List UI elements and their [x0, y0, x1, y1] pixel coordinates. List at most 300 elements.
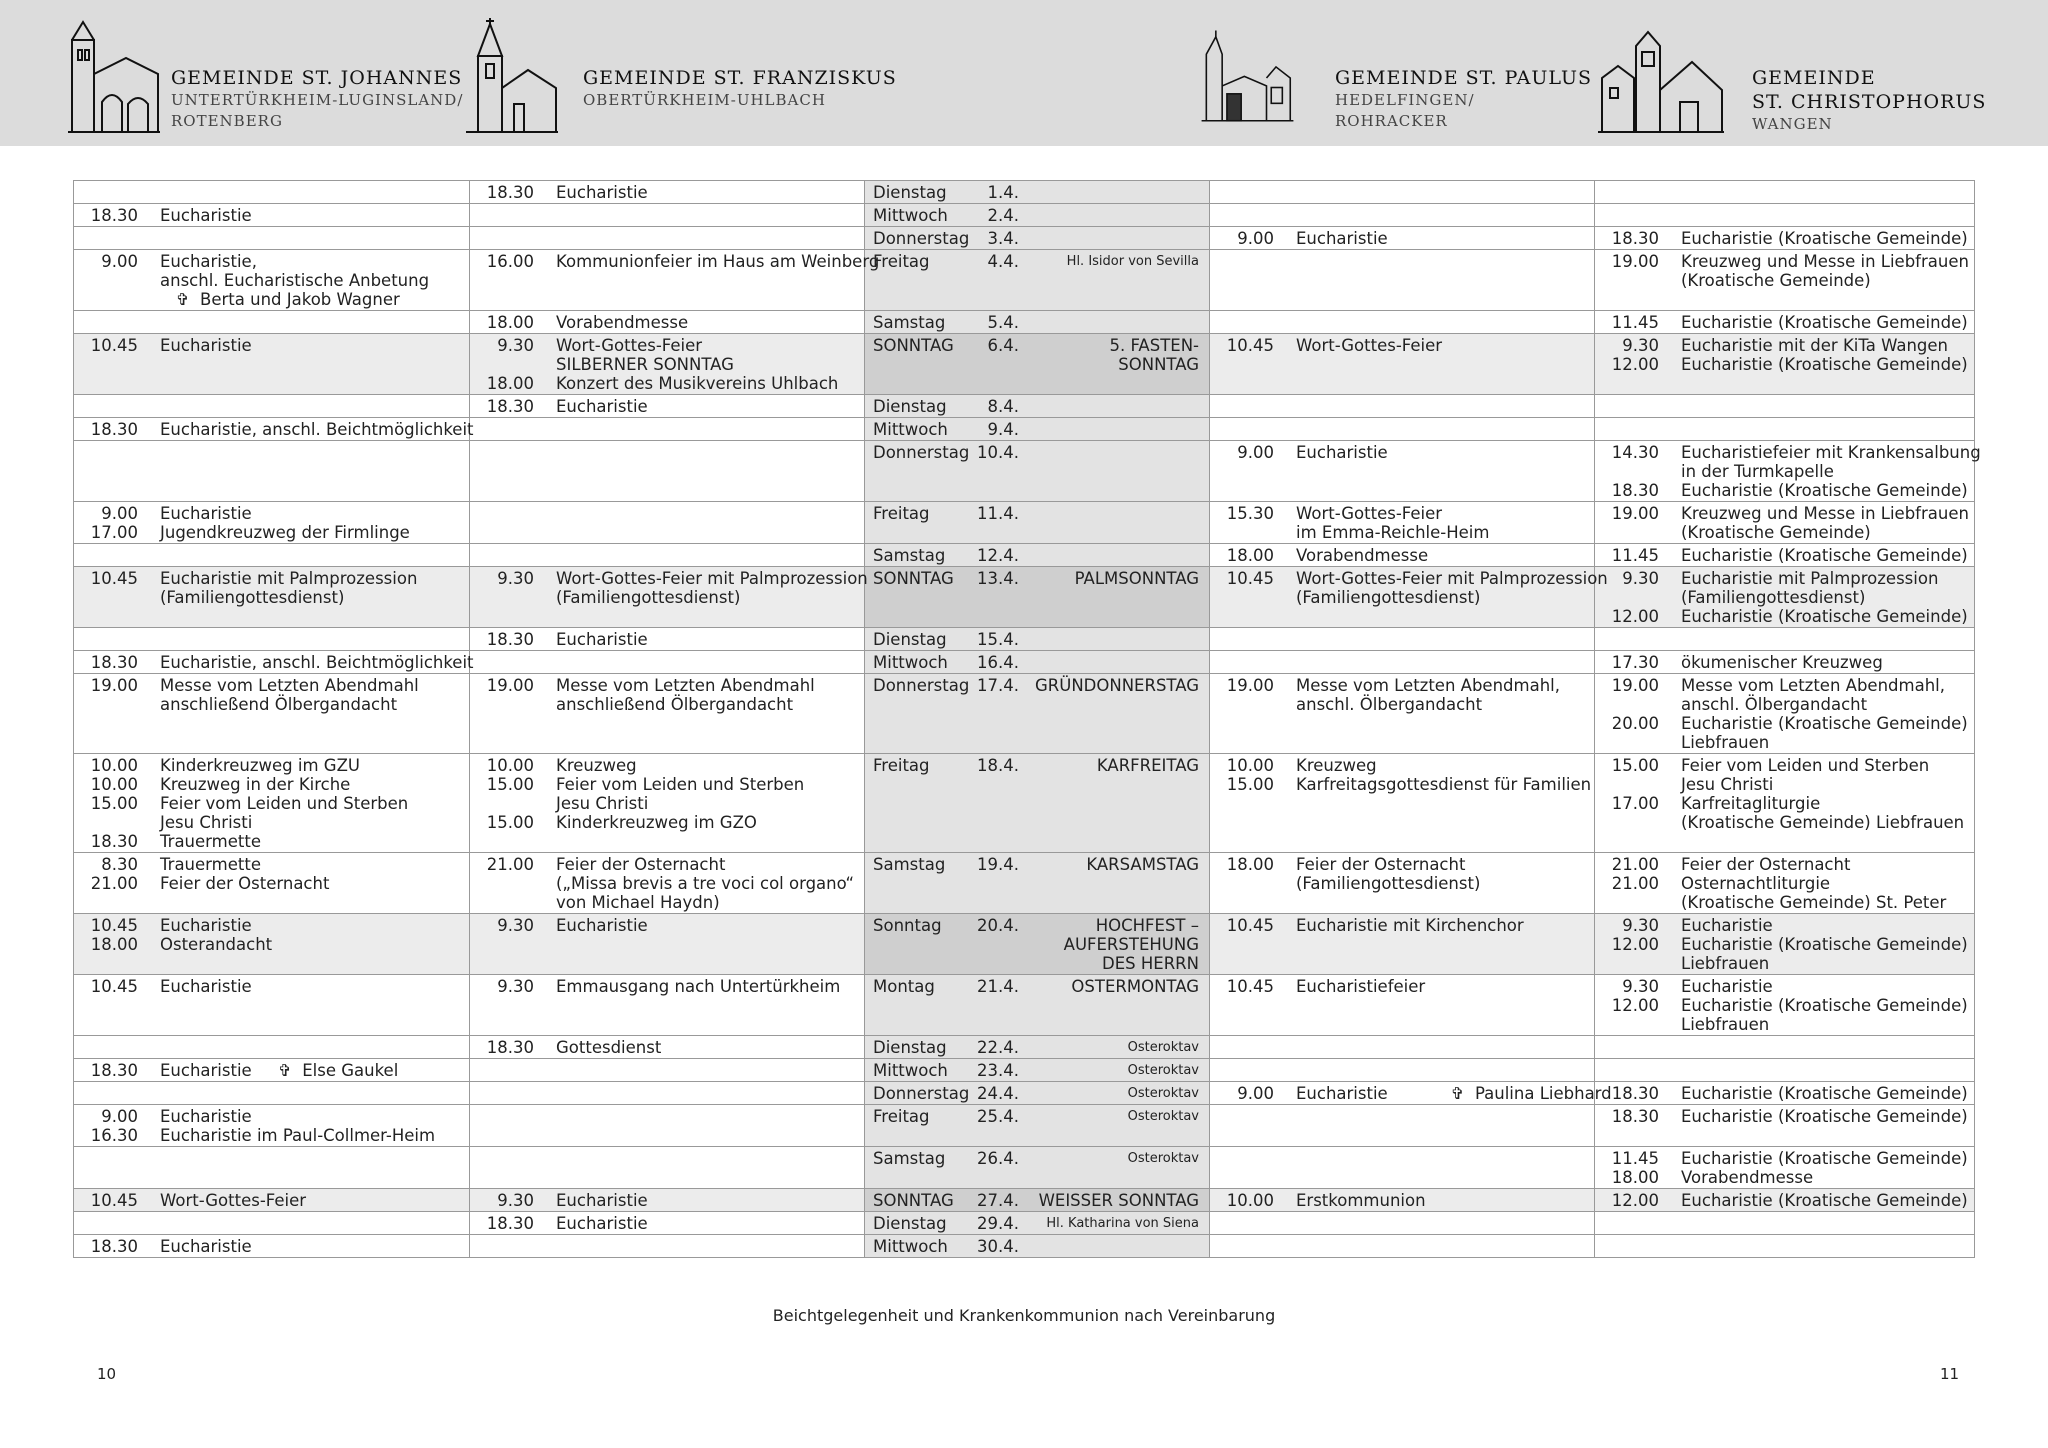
- feast-day-note: GRÜNDONNERSTAG: [1035, 676, 1199, 695]
- service-time: 9.00: [101, 504, 138, 523]
- service-description: Eucharistie mit Palmprozession: [160, 569, 418, 588]
- table-row: [74, 914, 1975, 975]
- service-description: Liebfrauen: [1681, 1015, 1770, 1034]
- schedule-cell-j: [74, 628, 470, 651]
- service-time: 18.30: [90, 832, 138, 851]
- service-description: anschl. Ölbergandacht: [1296, 695, 1483, 714]
- parish-district: WANGEN: [1752, 115, 1833, 133]
- date: 29.4.: [977, 1214, 1019, 1233]
- parish-name: GEMEINDE ST. FRANZISKUS: [583, 67, 897, 89]
- service-time: 9.30: [1622, 916, 1659, 935]
- schedule-cell-c: [1595, 674, 1975, 754]
- schedule-cell-f: [470, 1059, 865, 1082]
- schedule-cell-c: [1595, 1147, 1975, 1189]
- schedule-cell-j: [74, 544, 470, 567]
- service-description: Jesu Christi: [1681, 775, 1774, 794]
- weekday: Mittwoch: [873, 1061, 948, 1080]
- date: 6.4.: [987, 336, 1019, 355]
- date-cell: [865, 914, 1210, 975]
- service-time: 18.30: [90, 420, 138, 439]
- schedule-cell-c: [1595, 227, 1975, 250]
- service-description: Vorabendmesse: [1681, 1168, 1814, 1187]
- service-description: Eucharistie (Kroatische Gemeinde): [1681, 607, 1968, 626]
- service-description: Eucharistie (Kroatische Gemeinde): [1681, 1107, 1968, 1126]
- service-description: Eucharistie: [556, 1191, 648, 1210]
- service-time: 18.30: [486, 1214, 534, 1233]
- feast-day-note: WEISSER SONNTAG: [1038, 1191, 1199, 1210]
- weekday: Donnerstag: [873, 229, 970, 248]
- service-time: [80, 813, 160, 832]
- service-description: Eucharistie (Kroatische Gemeinde): [1681, 481, 1968, 500]
- service-description: Kreuzweg und Messe in Liebfrauen: [1681, 504, 1969, 523]
- feast-day-note: [1019, 653, 1199, 672]
- service-time: 18.30: [486, 630, 534, 649]
- service-description: Messe vom Letzten Abendmahl,: [1296, 676, 1560, 695]
- service-time: 8.30: [101, 855, 138, 874]
- service-description: Liebfrauen: [1681, 954, 1770, 973]
- feast-day-note: HOCHFEST – AUFERSTEHUNG DES HERRN: [1063, 916, 1199, 973]
- service-time: 9.30: [497, 569, 534, 588]
- service-description: von Michael Haydn): [556, 893, 720, 912]
- schedule-cell-c: [1595, 914, 1975, 975]
- table-row: [74, 544, 1975, 567]
- service-time: 10.45: [1226, 916, 1274, 935]
- service-time: 14.30: [1611, 443, 1659, 462]
- service-description: Konzert des Musikvereins Uhlbach: [556, 374, 839, 393]
- schedule-cell-j: [74, 754, 470, 853]
- date-cell: [865, 311, 1210, 334]
- service-time: 10.00: [90, 756, 138, 775]
- date: 15.4.: [977, 630, 1019, 649]
- parish-district: UNTERTÜRKHEIM-LUGINSLAND/: [171, 91, 464, 109]
- service-description: (Familiengottesdienst): [1296, 588, 1481, 607]
- service-time: 16.30: [90, 1126, 138, 1145]
- schedule-cell-f: [470, 250, 880, 311]
- schedule-cell-p: [1210, 441, 1595, 502]
- table-row: [74, 204, 1975, 227]
- table-row: [74, 853, 1975, 914]
- schedule-cell-c: [1595, 1059, 1975, 1082]
- date: 21.4.: [977, 977, 1019, 996]
- service-description: Kreuzweg: [1296, 756, 1377, 775]
- service-time: 9.00: [1237, 229, 1274, 248]
- schedule-cell-f: [470, 395, 865, 418]
- service-time: [1216, 874, 1296, 893]
- table-row: [74, 1189, 1975, 1212]
- date: 1.4.: [987, 183, 1019, 202]
- service-description: Jesu Christi: [160, 813, 253, 832]
- church-st-paulus-icon: [1200, 18, 1295, 138]
- service-time: [1601, 462, 1681, 481]
- service-time: 21.00: [90, 874, 138, 893]
- schedule-cell-f: [470, 1105, 865, 1147]
- schedule-cell-c: [1595, 395, 1975, 418]
- schedule-cell-c: [1595, 1105, 1975, 1147]
- date-cell: [865, 250, 1210, 311]
- service-time: [476, 794, 556, 813]
- service-time: 18.30: [1611, 1084, 1659, 1103]
- service-description: Osterandacht: [160, 935, 273, 954]
- schedule-cell-j: [74, 567, 470, 628]
- weekday: Sonntag: [873, 916, 942, 935]
- schedule-cell-c: [1595, 502, 1975, 544]
- date: 18.4.: [977, 756, 1019, 775]
- schedule-cell-j: [74, 975, 470, 1036]
- service-time: 10.00: [1226, 1191, 1274, 1210]
- service-description: Eucharistie: [1296, 443, 1388, 462]
- service-description: (Familiengottesdienst): [1681, 588, 1866, 607]
- service-time: 18.30: [90, 653, 138, 672]
- date-cell: [865, 181, 1210, 204]
- date-cell: [865, 395, 1210, 418]
- table-row: [74, 441, 1975, 502]
- feast-day-note: KARFREITAG: [1096, 756, 1199, 775]
- weekday: Samstag: [873, 313, 946, 332]
- table-row: [74, 1147, 1975, 1189]
- service-description: Messe vom Letzten Abendmahl: [160, 676, 419, 695]
- schedule-cell-j: [74, 1105, 470, 1147]
- date: 2.4.: [987, 206, 1019, 225]
- service-time: 10.45: [90, 569, 138, 588]
- feast-day-note: [1019, 397, 1199, 416]
- service-time: 12.00: [1611, 935, 1659, 954]
- date: 17.4.: [977, 676, 1019, 695]
- service-description: (Familiengottesdienst): [160, 588, 345, 607]
- schedule-cell-p: [1210, 567, 1608, 628]
- table-row: [74, 1059, 1975, 1082]
- service-time: [80, 695, 160, 714]
- page-number-left: 10: [97, 1365, 117, 1383]
- weekday: Samstag: [873, 546, 946, 565]
- schedule-cell-j: [74, 1189, 470, 1212]
- service-description: Eucharistie: [160, 1237, 252, 1256]
- service-description: Eucharistie: [160, 916, 252, 935]
- service-description: Osternachtliturgie: [1681, 874, 1831, 893]
- schedule-cell-c: [1595, 567, 1975, 628]
- feast-day-note: OSTERMONTAG: [1071, 977, 1199, 996]
- schedule-cell-f: [470, 502, 865, 544]
- service-description: anschließend Ölbergandacht: [160, 695, 398, 714]
- service-description: Eucharistie ✞ Paulina Liebhard: [1296, 1084, 1612, 1103]
- service-time: 20.00: [1611, 714, 1659, 733]
- service-time: 15.00: [90, 794, 138, 813]
- feast-day-note: [1019, 229, 1199, 248]
- service-description: Wort-Gottes-Feier: [1296, 504, 1443, 523]
- service-description: Eucharistie: [160, 504, 252, 523]
- schedule-cell-c: [1595, 1189, 1975, 1212]
- schedule-cell-f: [470, 567, 868, 628]
- service-description: Emmausgang nach Untertürkheim: [556, 977, 841, 996]
- table-row: [74, 502, 1975, 544]
- service-description: SILBERNER SONNTAG: [556, 355, 734, 374]
- service-time: [1601, 893, 1681, 912]
- date: 3.4.: [987, 229, 1019, 248]
- table-row: [74, 418, 1975, 441]
- page-header: [0, 0, 2048, 146]
- date-cell: [865, 1059, 1210, 1082]
- table-row: [74, 1082, 1975, 1105]
- weekday: Freitag: [873, 1107, 930, 1126]
- service-description: Eucharistie (Kroatische Gemeinde): [1681, 1084, 1968, 1103]
- service-time: [1601, 954, 1681, 973]
- table-row: [74, 1036, 1975, 1059]
- service-time: [1601, 695, 1681, 714]
- schedule-cell-c: [1595, 853, 1975, 914]
- schedule-cell-j: [74, 1235, 470, 1258]
- service-description: in der Turmkapelle: [1681, 462, 1834, 481]
- date-cell: [865, 1189, 1210, 1212]
- service-time: 12.00: [1611, 355, 1659, 374]
- date-cell: [865, 754, 1210, 853]
- parish-name: GEMEINDE ST. JOHANNES: [171, 67, 463, 89]
- table-row: [74, 227, 1975, 250]
- schedule-cell-j: [74, 250, 470, 311]
- schedule-cell-p: [1210, 334, 1595, 395]
- parish-district: ROHRACKER: [1335, 112, 1448, 130]
- table-row: [74, 334, 1975, 395]
- schedule-cell-p: [1210, 1082, 1612, 1105]
- service-description: Eucharistie: [1681, 977, 1773, 996]
- feast-day-note: [1019, 1237, 1199, 1256]
- date-cell: [865, 567, 1210, 628]
- service-time: 18.30: [1611, 1107, 1659, 1126]
- service-time: [1216, 695, 1296, 714]
- table-row: [74, 395, 1975, 418]
- service-time: 12.00: [1611, 996, 1659, 1015]
- service-time: [1601, 271, 1681, 290]
- schedule-cell-j: [74, 227, 470, 250]
- service-schedule-table: [73, 180, 1981, 1258]
- service-time: 10.45: [90, 916, 138, 935]
- schedule-cell-p: [1210, 914, 1595, 975]
- date: 5.4.: [987, 313, 1019, 332]
- service-time: 16.00: [486, 252, 534, 271]
- service-description: Eucharistie mit Kirchenchor: [1296, 916, 1524, 935]
- service-time: [80, 271, 160, 290]
- service-description: Eucharistie: [556, 630, 648, 649]
- schedule-cell-f: [470, 544, 865, 567]
- service-description: Eucharistie (Kroatische Gemeinde): [1681, 1149, 1968, 1168]
- schedule-cell-j: [74, 914, 470, 975]
- service-time: 18.30: [486, 1038, 534, 1057]
- service-time: 18.30: [486, 183, 534, 202]
- table-row: [74, 628, 1975, 651]
- schedule-cell-c: [1595, 181, 1975, 204]
- service-description: Eucharistie (Kroatische Gemeinde): [1681, 996, 1968, 1015]
- service-time: 9.30: [497, 977, 534, 996]
- service-description: („Missa brevis a tre voci col organo“: [556, 874, 855, 893]
- service-time: 9.30: [497, 1191, 534, 1210]
- service-time: 15.00: [486, 813, 534, 832]
- weekday: Dienstag: [873, 183, 947, 202]
- feast-day-note: KARSAMSTAG: [1086, 855, 1199, 874]
- date-cell: [865, 1212, 1210, 1235]
- feast-day-note: Osteroktav: [1127, 1063, 1199, 1078]
- parish-st-johannes: [171, 66, 463, 132]
- date-cell: [865, 441, 1210, 502]
- date: 22.4.: [977, 1038, 1019, 1057]
- weekday: Mittwoch: [873, 206, 948, 225]
- schedule-cell-p: [1210, 853, 1595, 914]
- service-description: Eucharistie: [160, 977, 252, 996]
- service-description: Eucharistie (Kroatische Gemeinde): [1681, 546, 1968, 565]
- date: 11.4.: [977, 504, 1019, 523]
- schedule-cell-f: [470, 1036, 865, 1059]
- service-description: Kreuzweg und Messe in Liebfrauen: [1681, 252, 1969, 271]
- service-description: Eucharistie: [1681, 916, 1773, 935]
- schedule-cell-f: [470, 628, 865, 651]
- service-description: (Kroatische Gemeinde) St. Peter: [1681, 893, 1947, 912]
- schedule-cell-c: [1595, 311, 1975, 334]
- service-time: 10.45: [1226, 569, 1274, 588]
- service-time: 18.00: [486, 374, 534, 393]
- schedule-cell-f: [470, 227, 865, 250]
- date-cell: [865, 418, 1210, 441]
- service-time: 9.30: [497, 916, 534, 935]
- service-time: 18.30: [90, 206, 138, 225]
- schedule-cell-f: [470, 853, 865, 914]
- schedule-cell-p: [1210, 311, 1595, 334]
- date: 30.4.: [977, 1237, 1019, 1256]
- date-cell: [865, 1036, 1210, 1059]
- date: 20.4.: [977, 916, 1019, 935]
- service-time: [1216, 523, 1296, 542]
- feast-day-note: [1019, 630, 1199, 649]
- date: 26.4.: [977, 1149, 1019, 1168]
- service-description: Eucharistie, anschl. Beichtmöglichkeit: [160, 653, 474, 672]
- weekday: Freitag: [873, 252, 930, 271]
- table-row: [74, 975, 1975, 1036]
- service-description: (Kroatische Gemeinde): [1681, 523, 1871, 542]
- schedule-cell-j: [74, 1147, 470, 1189]
- service-time: 9.00: [101, 252, 138, 271]
- service-description: Kreuzweg: [556, 756, 637, 775]
- schedule-cell-j: [74, 418, 474, 441]
- schedule-cell-f: [470, 674, 865, 754]
- schedule-cell-f: [470, 311, 865, 334]
- schedule-cell-p: [1210, 674, 1595, 754]
- weekday: SONNTAG: [873, 569, 954, 588]
- service-description: Gottesdienst: [556, 1038, 662, 1057]
- feast-day-note: Osteroktav: [1127, 1086, 1199, 1101]
- date-cell: [865, 975, 1210, 1036]
- schedule-cell-c: [1595, 204, 1975, 227]
- date: 23.4.: [977, 1061, 1019, 1080]
- weekday: Freitag: [873, 756, 930, 775]
- service-time: 10.45: [1226, 977, 1274, 996]
- service-description: (Familiengottesdienst): [556, 588, 741, 607]
- service-description: Eucharistie (Kroatische Gemeinde): [1681, 935, 1968, 954]
- table-row: [74, 1235, 1975, 1258]
- service-time: 17.00: [1611, 794, 1659, 813]
- service-description: ökumenischer Kreuzweg: [1681, 653, 1883, 672]
- schedule-cell-f: [470, 1212, 865, 1235]
- service-time: 10.00: [486, 756, 534, 775]
- weekday: SONNTAG: [873, 336, 954, 355]
- service-description: ✞ Berta und Jakob Wagner: [160, 290, 400, 309]
- service-time: 18.30: [90, 1237, 138, 1256]
- service-description: Feier der Osternacht: [1296, 855, 1466, 874]
- service-time: 11.45: [1611, 1149, 1659, 1168]
- service-time: 10.45: [90, 336, 138, 355]
- weekday: Donnerstag: [873, 676, 970, 695]
- feast-day-note: [1019, 420, 1199, 439]
- table-row: [74, 1105, 1975, 1147]
- service-time: 18.00: [1611, 1168, 1659, 1187]
- schedule-cell-f: [470, 651, 865, 674]
- table-row: [74, 250, 1975, 311]
- service-time: 15.00: [1226, 775, 1274, 794]
- service-time: 18.30: [90, 1061, 138, 1080]
- schedule-cell-f: [470, 1189, 865, 1212]
- date: 19.4.: [977, 855, 1019, 874]
- schedule-cell-f: [470, 1147, 865, 1189]
- schedule-cell-p: [1210, 1212, 1595, 1235]
- schedule-cell-f: [470, 441, 865, 502]
- weekday: Mittwoch: [873, 420, 948, 439]
- schedule-cell-f: [470, 754, 865, 853]
- date-cell: [865, 1082, 1210, 1105]
- service-description: Jugendkreuzweg der Firmlinge: [160, 523, 410, 542]
- service-description: Eucharistie: [160, 206, 252, 225]
- service-description: Feier der Osternacht: [160, 874, 330, 893]
- parish-name-line2: ST. CHRISTOPHORUS: [1752, 91, 1987, 113]
- weekday: Donnerstag: [873, 443, 970, 462]
- feast-day-note: Osteroktav: [1127, 1109, 1199, 1124]
- schedule-cell-p: [1210, 1235, 1595, 1258]
- service-time: 18.30: [1611, 229, 1659, 248]
- service-description: Eucharistie (Kroatische Gemeinde): [1681, 313, 1968, 332]
- schedule-cell-j: [74, 395, 470, 418]
- schedule-cell-p: [1210, 204, 1595, 227]
- parish-name: GEMEINDE ST. PAULUS: [1335, 67, 1593, 89]
- schedule-cell-j: [74, 651, 474, 674]
- schedule-cell-p: [1210, 651, 1595, 674]
- date: 12.4.: [977, 546, 1019, 565]
- schedule-cell-j: [74, 1082, 470, 1105]
- church-st-johannes-icon: [66, 18, 161, 138]
- service-time: [1601, 1015, 1681, 1034]
- schedule-cell-p: [1210, 1059, 1595, 1082]
- service-description: Eucharistiefeier mit Krankensalbung: [1681, 443, 1981, 462]
- service-description: (Kroatische Gemeinde) Liebfrauen: [1681, 813, 1965, 832]
- service-description: (Familiengottesdienst): [1296, 874, 1481, 893]
- feast-day-note: [1019, 504, 1199, 523]
- service-description: Feier vom Leiden und Sterben: [1681, 756, 1930, 775]
- schedule-cell-f: [470, 334, 865, 395]
- feast-day-note: Hl. Katharina von Siena: [1046, 1216, 1199, 1231]
- parish-st-christophorus: [1752, 66, 1986, 135]
- service-time: 12.00: [1611, 1191, 1659, 1210]
- service-description: Trauermette: [160, 855, 261, 874]
- schedule-cell-c: [1595, 975, 1975, 1036]
- service-time: 10.00: [90, 775, 138, 794]
- schedule-cell-p: [1210, 181, 1595, 204]
- table-row: [74, 1212, 1975, 1235]
- service-description: Eucharistie,: [160, 252, 257, 271]
- weekday: Dienstag: [873, 630, 947, 649]
- service-time: 15.00: [1611, 756, 1659, 775]
- schedule-cell-p: [1210, 544, 1595, 567]
- service-time: [1601, 775, 1681, 794]
- weekday: Donnerstag: [873, 1084, 970, 1103]
- parish-district: HEDELFINGEN/: [1335, 91, 1475, 109]
- weekday: Montag: [873, 977, 935, 996]
- service-description: Eucharistie mit der KiTa Wangen: [1681, 336, 1948, 355]
- date-cell: [865, 628, 1210, 651]
- weekday: SONNTAG: [873, 1191, 954, 1210]
- schedule-cell-j: [74, 334, 470, 395]
